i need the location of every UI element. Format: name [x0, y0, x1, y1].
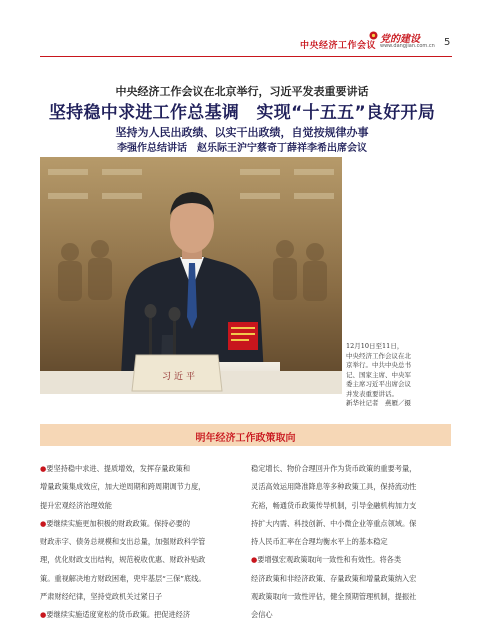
- body-line: ●要增强宏观政策取向一致性和有效性。将各类: [251, 555, 402, 565]
- body-line: 充裕，畅通货币政策传导机制，引导金融机构加力支: [251, 500, 417, 510]
- logo-url: www.dangjian.com.cn: [380, 43, 435, 49]
- logo-text: 党的建设: [380, 34, 420, 45]
- caption-line: 京举行。中共中央总书: [346, 361, 411, 369]
- meeting-photo: [40, 157, 342, 394]
- body-line: 观政策取向一致性评估，健全预期管理机制，提振社: [251, 592, 417, 602]
- body-line: 稳定增长、物价合理回升作为货币政策的重要考量，: [251, 464, 417, 473]
- body-line: 严肃财经纪律，坚持党政机关过紧日子: [40, 592, 163, 602]
- body-line: 提升宏观经济治理效能: [40, 500, 112, 510]
- subheadline-2: 李强作总结讲话 赵乐际王沪宁蔡奇丁薛祥李希出席会议: [117, 143, 367, 154]
- section-title: 中央经济工作会议: [300, 41, 377, 51]
- body-line: 策。重视解决地方财政困难，兜牢基层“三保”底线。: [40, 573, 206, 583]
- body-line: 增量政策集成效应，加大逆周期和跨周期调节力度，: [40, 482, 206, 492]
- caption-line: 记、国家主席、中央军: [346, 370, 411, 379]
- body-line: 灵活高效运用降准降息等多种政策工具，保持流动性: [251, 482, 417, 492]
- section-band: [40, 424, 451, 446]
- caption-line: 12月10日至11日，: [346, 342, 404, 350]
- caption-line: 并发表重要讲话。: [346, 389, 398, 398]
- body-line: 经济政策和非经济政策、存量政策和增量政策纳入宏: [251, 573, 417, 583]
- subheadline-1: 坚持为人民出政绩、以实干出政绩，自觉按规律办事: [115, 126, 369, 139]
- body-line: ●要坚持稳中求进、提质增效，发挥存量政策和: [40, 464, 191, 473]
- caption-line: 中央经济工作会议在北: [346, 351, 411, 360]
- body-line: ●要继续实施更加积极的财政政策。保持必要的: [40, 518, 191, 528]
- pre-headline: 中央经济工作会议在北京举行，习近平发表重要讲话: [115, 85, 369, 98]
- right-column: [251, 460, 451, 625]
- header-divider: [40, 56, 452, 57]
- bullet-icon: ●: [40, 518, 47, 528]
- bullet-icon: ●: [40, 610, 47, 620]
- photo-caption: [346, 342, 450, 409]
- emblem-icon: [369, 31, 378, 40]
- page-number: 5: [444, 37, 451, 48]
- body-line: 理，优化财政支出结构，规范税收优惠、财政补贴政: [40, 555, 206, 565]
- left-column: [40, 460, 240, 625]
- body-line: ●要继续实施适度宽松的货币政策。把促进经济: [40, 610, 191, 620]
- body-line: 会信心: [251, 610, 273, 620]
- name-placard: 习近平: [161, 372, 198, 382]
- caption-credit: 新华社记者 燕雁／摄: [346, 399, 411, 407]
- bullet-icon: ●: [40, 464, 47, 473]
- section-heading: 明年经济工作政策取向: [195, 433, 296, 444]
- headline: 坚持稳中求进工作总基调 实现“十五五”良好开局: [48, 103, 436, 123]
- party-building-logo: [380, 30, 435, 54]
- body-line: 持扩大内需、科技创新、中小微企业等重点领域。保: [251, 518, 417, 528]
- body-line: 持人民币汇率在合理均衡水平上的基本稳定: [251, 537, 388, 547]
- body-line: 财政赤字、债务总规模和支出总量，加强财政科学管: [40, 537, 206, 547]
- bullet-icon: ●: [251, 555, 258, 565]
- caption-line: 委主席习近平出席会议: [346, 380, 411, 388]
- page-header: [0, 0, 484, 56]
